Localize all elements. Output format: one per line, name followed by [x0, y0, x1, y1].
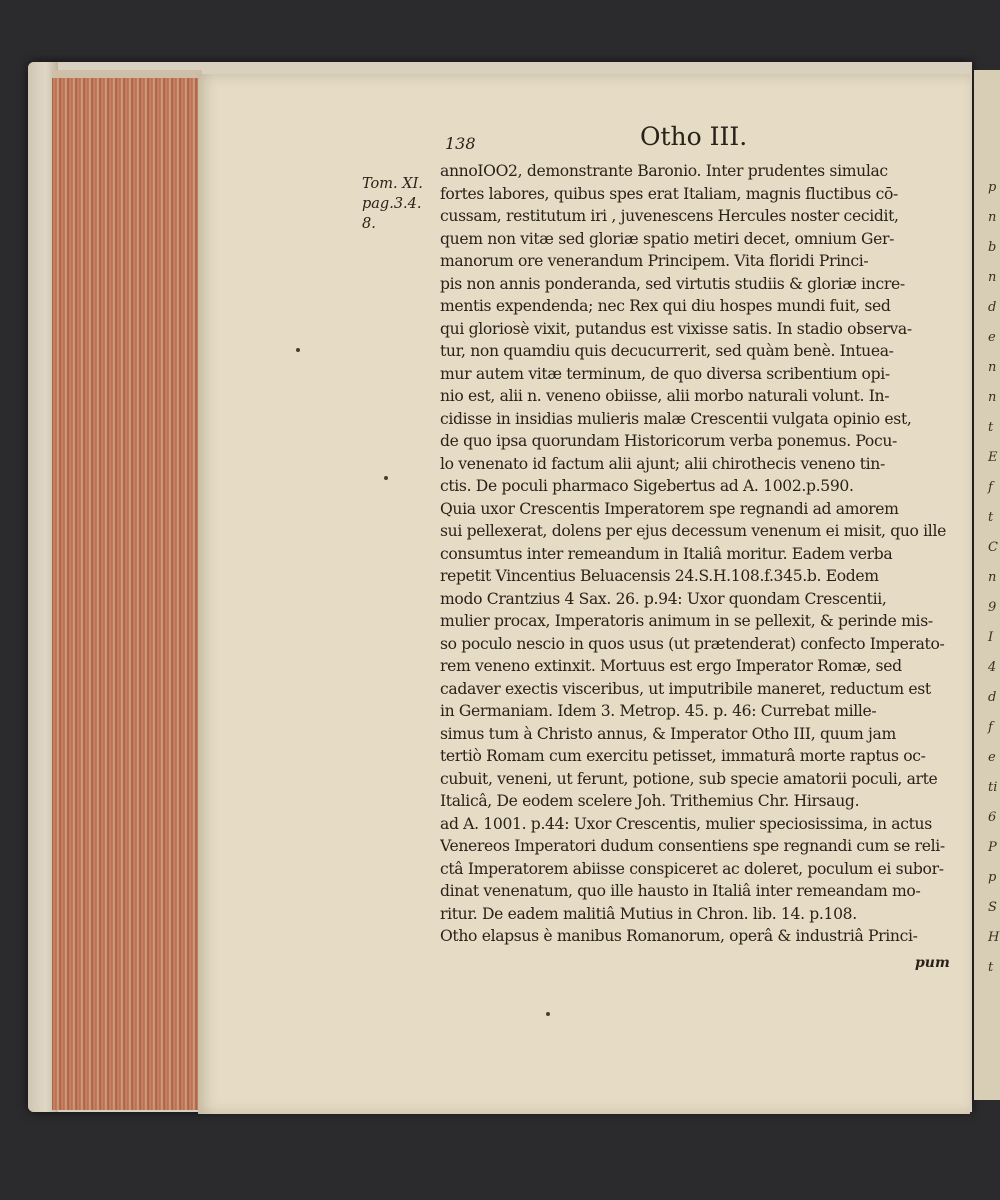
catchword: pum [915, 955, 950, 971]
text-line: Venereos Imperatori dudum consentiens spe regnandi cum se reli- [440, 837, 945, 855]
text-line: repetit Vincentius Beluacensis 24.S.H.108.f.345.b. Eodem [440, 567, 879, 585]
text-line: mentis expendenda; nec Rex qui diu hospes mundi fuit, sed [440, 297, 891, 315]
text-line: consumtus inter remeandum in Italiâ moritur. Eadem verba [440, 544, 893, 563]
facing-line-fragment: 4 [988, 660, 997, 675]
text-line: quem non vitæ sed gloriæ spatio metiri decet, omnium Ger- [440, 229, 895, 248]
text-line: ctâ Imperatorem abiisse conspiceret ac doleret, poculum ei subor- [440, 859, 944, 878]
text-line: cadaver exectis visceribus, ut imputribile maneret, reductum est [440, 679, 931, 698]
text-line: annoIOO2, demonstrante Baronio. Inter prudentes simulac [440, 162, 888, 180]
text-line: sui pellexerat, dolens per ejus decessum venenum ei misit, quo ille [440, 522, 946, 540]
facing-line-fragment: n [988, 270, 997, 285]
text-line: lo venenato id factum alii ajunt; alii chirothecis veneno tin- [440, 454, 885, 473]
facing-line-fragment: S [988, 900, 997, 915]
facing-line-fragment: n [988, 390, 997, 405]
facing-line-fragment: f [988, 480, 993, 495]
text-line: rem veneno extinxit. Mortuus est ergo Imperator Romæ, sed [440, 657, 902, 675]
text-line: fortes labores, quibus spes erat Italiam, magnis fluctibus cō- [440, 184, 898, 203]
text-line: pis non annis ponderanda, sed virtutis studiis & gloriæ incre- [440, 274, 905, 293]
margin-note-line: Tom. XI. [362, 176, 423, 192]
text-line: cidisse in insidias mulieris malæ Crescentii vulgata opinio est, [440, 409, 912, 428]
margin-note [362, 174, 442, 234]
facing-line-fragment: p [988, 870, 997, 885]
facing-line-fragment: f [988, 720, 993, 735]
text-line: Italicâ, De eodem scelere Joh. Trithemius Chr. Hirsaug. [440, 792, 860, 810]
facing-line-fragment: d [988, 300, 997, 315]
facing-line-fragment: n [988, 210, 997, 225]
page-header [440, 122, 790, 162]
text-line: mulier procax, Imperatoris animum in se pellexit, & perinde mis- [440, 612, 933, 630]
text-line: nio est, alii n. veneno obiisse, alii morbo naturali volunt. In- [440, 387, 890, 405]
facing-line-fragment: p [988, 180, 997, 195]
facing-line-fragment: e [988, 330, 996, 345]
ink-spot [384, 476, 388, 480]
facing-line-fragment: E [988, 450, 998, 465]
ink-spot [296, 348, 300, 352]
text-line: cubuit, veneni, ut ferunt, potione, sub specie amatorii poculi, arte [440, 769, 938, 788]
ink-spot [546, 1012, 550, 1016]
facing-line-fragment: e [988, 750, 996, 765]
text-line: tertiò Romam cum exercitu petisset, immaturâ morte raptus oc- [440, 747, 926, 765]
text-line: dinat venenatum, quo ille hausto in Italiâ inter remeandam mo- [440, 882, 921, 900]
text-line: so poculo nescio in quos usus (ut prætenderat) confecto Imperato- [440, 634, 945, 653]
facing-line-fragment: P [988, 840, 997, 855]
facing-line-fragment: n [988, 360, 997, 375]
facing-line-fragment: t [988, 960, 994, 975]
text-line: qui gloriosè vixit, putandus est vixisse satis. In stadio observa- [440, 319, 912, 338]
facing-line-fragment: C [988, 540, 998, 555]
text-line: modo Crantzius 4 Sax. 26. p.94: Uxor quondam Crescentii, [440, 589, 887, 608]
text-line: simus tum à Christo annus, & Imperator Otho III, quum jam [440, 724, 896, 743]
facing-line-fragment: ti [988, 780, 998, 795]
text-line: manorum ore venerandum Principem. Vita floridi Princi- [440, 252, 869, 270]
facing-line-fragment: 9 [988, 600, 997, 615]
facing-line-fragment: I [988, 630, 994, 645]
text-line: tur, non quamdiu quis decucurrerit, sed quàm benè. Intuea- [440, 342, 894, 360]
page-stack-edge [52, 78, 198, 1110]
text-line: in Germaniam. Idem 3. Metrop. 45. p. 46: Currebat mille- [440, 702, 877, 720]
text-line: mur autem vitæ terminum, de quo diversa scribentium opi- [440, 364, 890, 383]
text-line: cussam, restitutum iri , juvenescens Hercules noster cecidit, [440, 207, 899, 225]
facing-line-fragment: 6 [988, 810, 997, 825]
body-text [440, 160, 960, 948]
margin-note-line: 8. [362, 216, 376, 232]
facing-line-fragment: t [988, 420, 994, 435]
text-line: ad A. 1001. p.44: Uxor Crescentis, mulier speciosissima, in actus [440, 814, 932, 833]
running-head: Otho III. [640, 122, 748, 151]
text-line: Otho elapsus è manibus Romanorum, operâ & industriâ Princi- [440, 927, 918, 945]
facing-line-fragment: n [988, 570, 997, 585]
page-number: 138 [445, 134, 476, 153]
facing-line-fragment: t [988, 510, 994, 525]
margin-note-line: pag.3.4. [362, 196, 422, 212]
facing-page-text [988, 180, 1000, 990]
text-line: ctis. De poculi pharmaco Sigebertus ad A. 1002.p.590. [440, 477, 854, 495]
facing-line-fragment: H [988, 930, 1000, 945]
facing-line-fragment: d [988, 690, 997, 705]
facing-line-fragment: b [988, 240, 997, 255]
text-line: ritur. De eadem malitiâ Mutius in Chron. lib. 14. p.108. [440, 904, 857, 923]
text-line: de quo ipsa quorundam Historicorum verba ponemus. Pocu- [440, 432, 897, 450]
text-line: Quia uxor Crescentis Imperatorem spe regnandi ad amorem [440, 499, 899, 518]
